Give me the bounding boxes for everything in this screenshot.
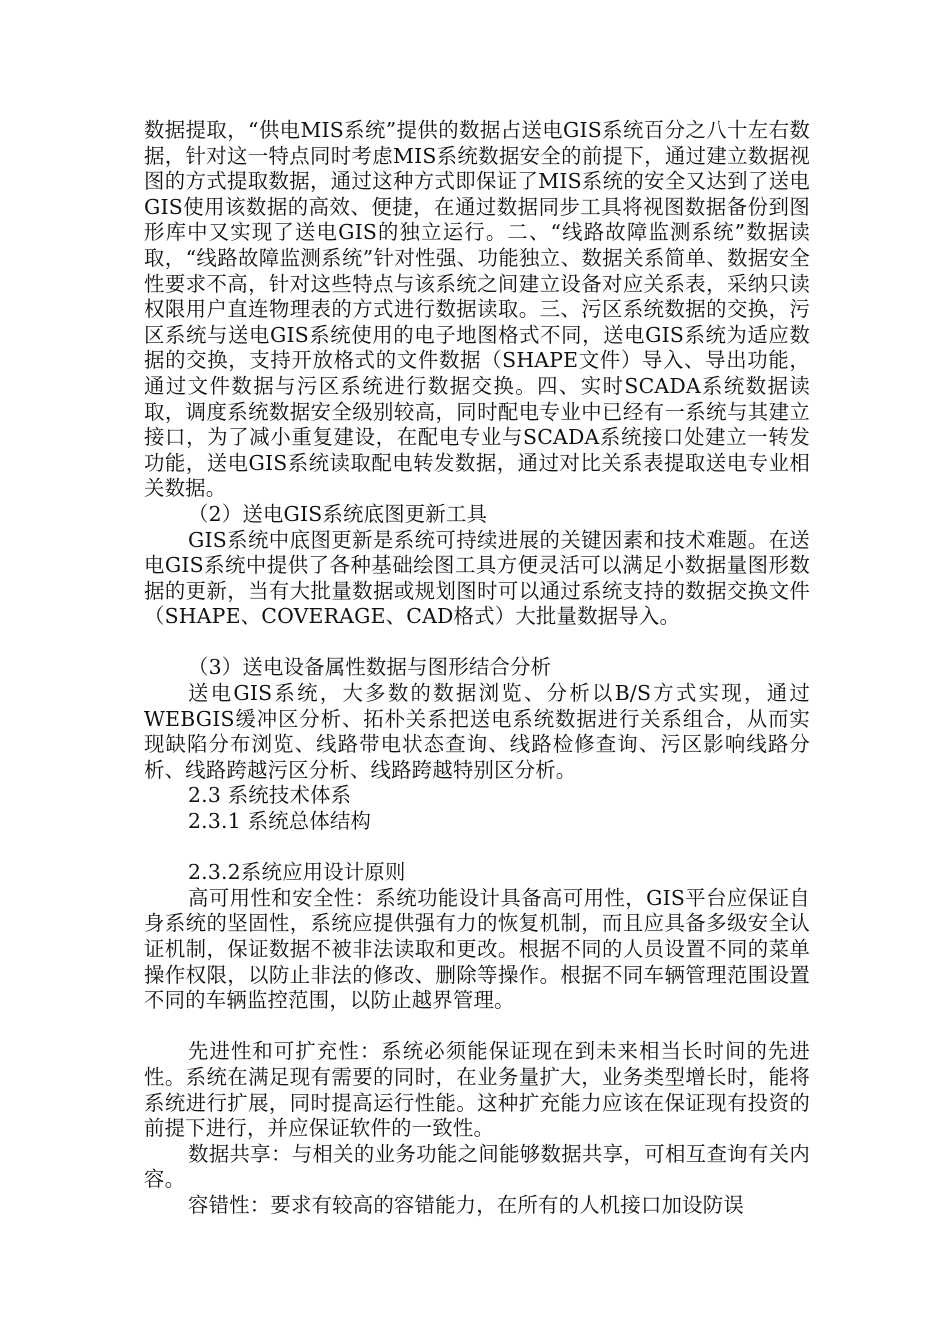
- document-page: [144, 118, 810, 1219]
- paragraph-data-sources: 数据提取，“供电MIS系统”提供的数据占送电GIS系统百分之八十左右数据，针对这一特点同时考虑MIS系统数据安全的前提下，通过建立数据视图的方式提取数据，通过这种方式即保证了MIS系统的安全又达到了送电GIS使用该数据的高效、便捷，在通过数据同步工具将视图数据备份到图形库中又实现了送电GIS的独立运行。二、“线路故障监测系统”数据读取，“线路故障监测系统”针对性强、功能独立、数据关系简单、数据安全性要求不高，针对这些特点与该系统之间建立设备对应关系表，采纳只读权限用户直连物理表的方式进行数据读取。三、污区系统数据的交换，污区系统与送电GIS系统使用的电子地图格式不同，送电GIS系统为适应数据的交换，支持开放格式的文件数据（SHAPE文件）导入、导出功能，通过文件数据与污区系统进行数据交换。四、实时SCADA系统数据读取，调度系统数据安全级别较高，同时配电专业中已经有一系统与其建立接口，为了减小重复建设，在配电专业与SCADA系统接口处建立一转发功能，送电GIS系统读取配电转发数据，通过对比关系表提取送电专业相关数据。: [144, 118, 810, 501]
- paragraph-data-sharing: 数据共享：与相关的业务功能之间能够数据共享，可相互查询有关内容。: [144, 1141, 810, 1192]
- paragraph-attribute-graphic-analysis: 送电GIS系统，大多数的数据浏览、分析以B/S方式实现，通过WEBGIS缓冲区分析、拓朴关系把送电系统数据进行关系组合，从而实现缺陷分布浏览、线路带电状态查询、线路检修查询、污区影响线路分析、线路跨越污区分析、线路跨越特别区分析。: [144, 681, 810, 782]
- paragraph-fault-tolerance: 容错性：要求有较高的容错能力，在所有的人机接口加设防误: [188, 1192, 744, 1217]
- heading-section-2-3: 2.3 系统技术体系: [188, 783, 352, 808]
- blank-line: [144, 1014, 810, 1040]
- blank-line: [144, 630, 810, 656]
- blank-line: [144, 835, 810, 861]
- heading-basemap-update-tool: （2）送电GIS系统底图更新工具: [188, 501, 488, 526]
- paragraph-advanced-extensible: 先进性和可扩充性：系统必须能保证现在到未来相当长时间的先进性。系统在满足现有需要的同时，在业务量扩大，业务类型增长时，能将系统进行扩展，同时提高运行性能。这种扩充能力应该在保证现有投资的前提下进行，并应保证软件的一致性。: [144, 1039, 810, 1141]
- paragraph-basemap-update: GIS系统中底图更新是系统可持续进展的关键因素和技术难题。在送电GIS系统中提供了各种基础绘图工具方便灵活可以满足小数据量图形数据的更新，当有大批量数据或规划图时可以通过系统支持的数据交换文件（SHAPE、COVERAGE、CAD格式）大批量数据导入。: [144, 527, 810, 629]
- heading-section-2-3-2: 2.3.2系统应用设计原则: [188, 860, 406, 885]
- paragraph-availability-security: 高可用性和安全性：系统功能设计具备高可用性，GIS平台应保证自身系统的坚固性，系统应提供强有力的恢复机制，而且应具备多级安全认证机制，保证数据不被非法读取和更改。根据不同的人员设置不同的菜单操作权限，以防止非法的修改、删除等操作。根据不同车辆管理范围设置不同的车辆监控范围，以防止越界管理。: [144, 885, 810, 1013]
- heading-section-2-3-1: 2.3.1 系统总体结构: [188, 809, 372, 834]
- heading-attribute-graphic-analysis: （3）送电设备属性数据与图形结合分析: [188, 655, 552, 680]
